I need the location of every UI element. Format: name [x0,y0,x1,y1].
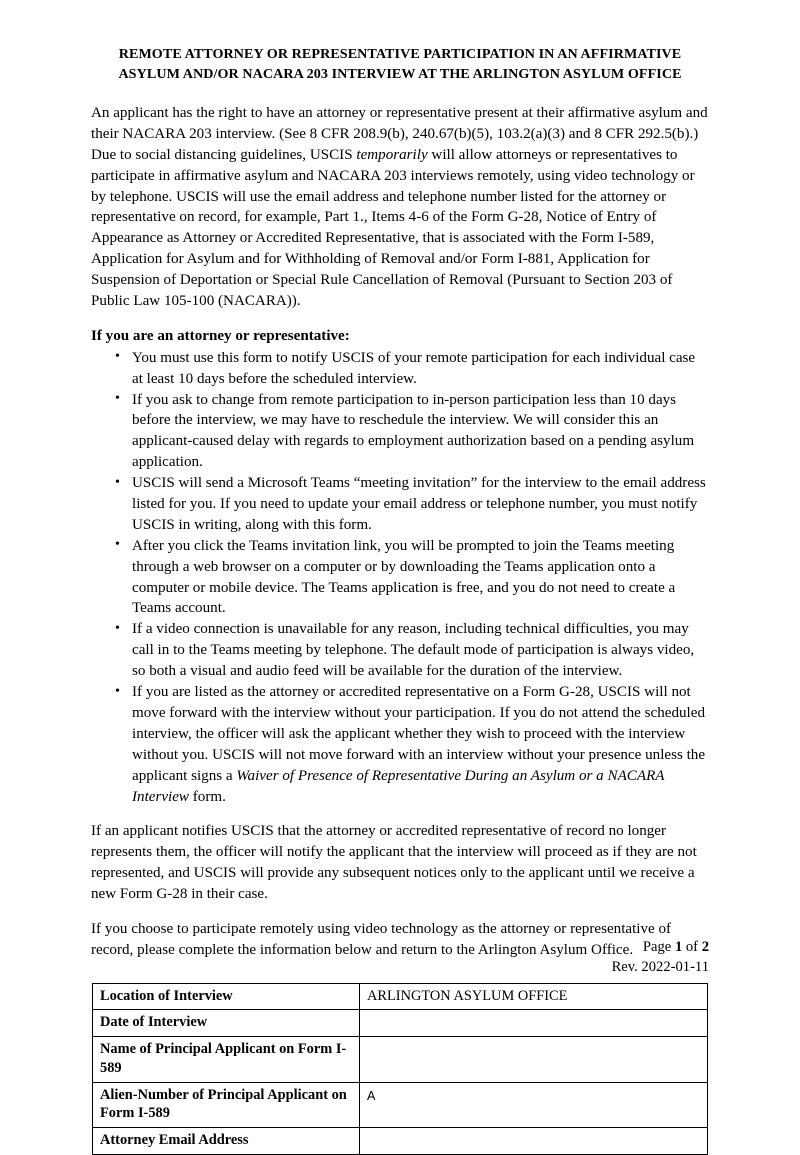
list-item: • You must use this form to notify USCIS of your remote participation for each individual case at least 10 days before the scheduled interview. [91,348,709,390]
page-footer [409,938,709,978]
intro-paragraph-emphasis: temporarily [356,146,428,163]
table-cell-value-applicant-name[interactable] [360,1037,708,1082]
list-item: • USCIS will send a Microsoft Teams “meeting invitation” for the interview to the email address listed for you. If you need to update your email address or telephone number, you must notify USCIS in writing, along with this form. [91,473,709,536]
list-item: • After you click the Teams invitation link, you will be prompted to join the Teams meeting through a web browser on a computer or by downloading the Teams application onto a computer or mobile device. The Teams application is free, and you do not need to create a Teams account. [91,536,709,620]
table-cell-label: Attorney Email Address [93,1128,360,1155]
list-item-text-before: If you are listed as the attorney or accredited representative on a Form G-28, USCIS will not move forward with the interview without your participation. If you do not attend the scheduled interview, the officer will ask the applicant whether they wish to proceed with the interview without you. USCIS will not move forward with an interview without your presence unless the applicant signs a [132,684,706,784]
document-body [91,44,709,1155]
table-cell-value-attorney-email[interactable] [360,1128,708,1155]
interview-information-table [92,983,708,1155]
list-item: • If a video connection is unavailable for any reason, including technical difficulties, you may call in to the Teams meeting by telephone. The default mode of participation is always video, so both a visual and audio feed will be available for the duration of the interview. [91,619,709,682]
table-cell-label: Name of Principal Applicant on Form I-589 [93,1037,360,1082]
table-cell-label: Date of Interview [93,1010,360,1037]
list-item: • If you ask to change from remote participation to in-person participation less than 10 days before the interview, we may have to reschedule the interview. We will consider this an applicant-caused delay with regards to employment authorization based on a pending asylum application. [91,390,709,474]
table-row [93,1037,708,1082]
table-cell-label: Location of Interview [93,983,360,1010]
table-row [93,983,708,1010]
intro-paragraph-part-2: will allow attorneys or representatives to participate in affirmative asylum and NACARA 203 interviews remotely, using video technology or by telephone. USCIS will use the email address and telephone number listed for the attorney or representative on record, for example, Part 1., Items 4-6 of the Form G-28, Notice of Entry of Appearance as Attorney or Accredited Representative, that is associated with the Form I-589, Application for Asylum and for Withholding of Removal and/or Form I-881, Application for Suspension of Deportation or Special Rule Cancellation of Removal (Pursuant to Section 203 of Public Law 105-100 (NACARA)). [91,146,695,310]
revision-date: Rev. 2022-01-11 [611,958,709,975]
table-cell-value-alien-number[interactable]: A [360,1082,708,1127]
page-label-prefix: Page [642,939,675,955]
section-heading-attorney: If you are an attorney or representative: [91,327,350,344]
list-item [91,682,709,807]
table-cell-value-date[interactable] [360,1010,708,1037]
table-row [93,1010,708,1037]
withdrawal-paragraph: If an applicant notifies USCIS that the attorney or accredited representative of record no longer represents them, the officer will notify the applicant that the interview will proceed as if they are not represented, and USCIS will provide any subsequent notices only to the applicant until we receive a new Form G-28 in their case. [91,823,697,903]
remote-participation-paragraph: If you choose to participate remotely using video technology as the attorney or representative of record, please complete the information below and return to the Arlington Asylum Office. [91,920,672,958]
instruction-bullet-list [91,348,709,808]
list-item-text-after: form. [189,788,226,805]
table-cell-value-location[interactable]: ARLINGTON ASYLUM OFFICE [360,983,708,1010]
page-title: REMOTE ATTORNEY OR REPRESENTATIVE PARTICIPATION IN AN AFFIRMATIVE ASYLUM AND/OR NACARA 203 INTERVIEW AT THE ARLINGTON ASYLUM OFFICE [118,46,682,82]
intro-paragraph-part-1: An applicant has the right to have an attorney or representative present at their affirmative asylum and their NACARA 203 interview. (See 8 CFR 208.9(b), 240.67(b)(5), 103.2(a)(3) and 8 CFR 292.5(b).) Due to social distancing guidelines, USCIS [91,105,708,163]
page-number-current: 1 [674,939,683,955]
page-number-total: 2 [701,939,709,955]
table-row [93,1082,708,1127]
page-label-middle: of [682,939,702,955]
intro-paragraph [91,103,709,312]
waiver-form-title: Waiver of Presence of Representative During an Asylum or a NACARA Interview [132,767,665,805]
page-number-line [409,938,709,958]
table-cell-label: Alien-Number of Principal Applicant on Form I-589 [93,1082,360,1127]
table-row [93,1128,708,1155]
